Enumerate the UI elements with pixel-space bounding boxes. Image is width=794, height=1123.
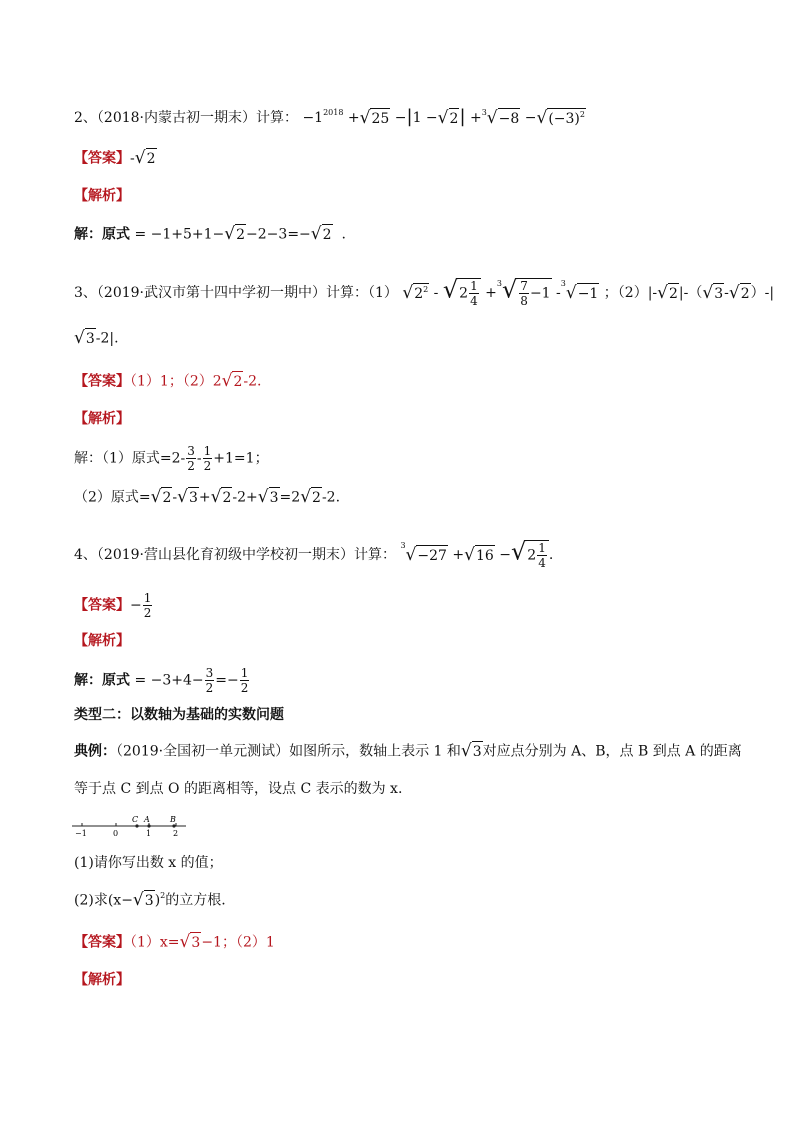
q2-label: 2、（2018·内蒙古初一期末）计算： <box>74 110 298 126</box>
q2-answer: 【答案】-√2 <box>74 148 156 168</box>
example-line1: 典例：（2019·全国初一单元测试）如图所示，数轴上表示 1 和√3对应点分别为 A、B，点 B 到点 A 的距离 <box>74 741 742 761</box>
point-A <box>147 824 150 827</box>
q2-expression: $-1^{2018} +√25 -|1 -√2| +^3√-8 -√(-3)^2$ <box>302 106 585 128</box>
sqrt-2: √2 <box>437 107 459 128</box>
point-C <box>135 824 138 827</box>
type2-answer: 【答案】（1）x=√3−1；（2）1 <box>74 932 275 952</box>
q3-solution-1: 解：（1）原式=2- $\frac{3}{2}$ - $\frac{1}{2}$ +1=1； <box>74 444 269 473</box>
q4-answer: 【答案】− $\frac{1}{2}$ <box>74 591 152 620</box>
sub-question-2: (2)求$(x-√3)^2$的立方根. <box>74 890 226 910</box>
sub-question-1: (1)请你写出数 x 的值； <box>74 855 223 871</box>
q2-solution: 解：原式 = −1+5+1−√2−2−3=−√2 . <box>74 224 346 244</box>
q3-analysis-tag: 【解析】 <box>74 411 130 427</box>
point-B <box>172 824 175 827</box>
sqrt-25: √25 <box>359 107 390 128</box>
label-C: C <box>132 815 139 824</box>
label-A: A <box>144 815 150 824</box>
type2-analysis-tag: 【解析】 <box>74 972 130 988</box>
q4-analysis-tag: 【解析】 <box>74 633 130 649</box>
tick-label-1: 1 <box>146 829 152 838</box>
section-heading: 类型二：以数轴为基础的实数问题 <box>74 707 284 723</box>
sqrt-neg3-sq: $√(-3)^2$ <box>536 107 585 128</box>
q3-question-line2: √3-2|. <box>74 328 119 348</box>
tick-label-neg1: −1 <box>75 829 87 838</box>
label-B: B <box>170 815 176 824</box>
q3-question: 3、（2019·武汉市第十四中学初一期中）计算：（1） $√2^2 - √2$ $\frac{1}{4}$ +$^3$√ $\frac{7}{8}$ −1 -$^3$√−1 ；（2）|-√2|-（√3-√2）-| <box>74 275 775 308</box>
q3-answer: 【答案】（1）1；（2）2√2-2. <box>74 371 262 391</box>
q2-analysis-tag: 【解析】 <box>74 188 130 204</box>
tick-label-0: 0 <box>113 829 119 838</box>
q2-question <box>74 107 586 129</box>
q4-question: 4、（2019·营山县化育初级中学校初一期末）计算： $^3$√−27 +√16 −√2 $\frac{1}{4}$ . <box>74 537 554 570</box>
q4-solution: 解：原式 = −3+4− $\frac{3}{2}$ =− $\frac{1}{2}$ <box>74 666 249 695</box>
example-line2: 等于点 C 到点 O 的距离相等，设点 C 表示的数为 x. <box>74 781 403 797</box>
q3-solution-2: （2）原式=√2-√3+√2-2+√3=2√2-2. <box>74 487 341 507</box>
cbrt-neg8: √−8 <box>486 107 520 128</box>
number-line-figure <box>70 813 190 839</box>
tick-label-2: 2 <box>173 829 179 838</box>
